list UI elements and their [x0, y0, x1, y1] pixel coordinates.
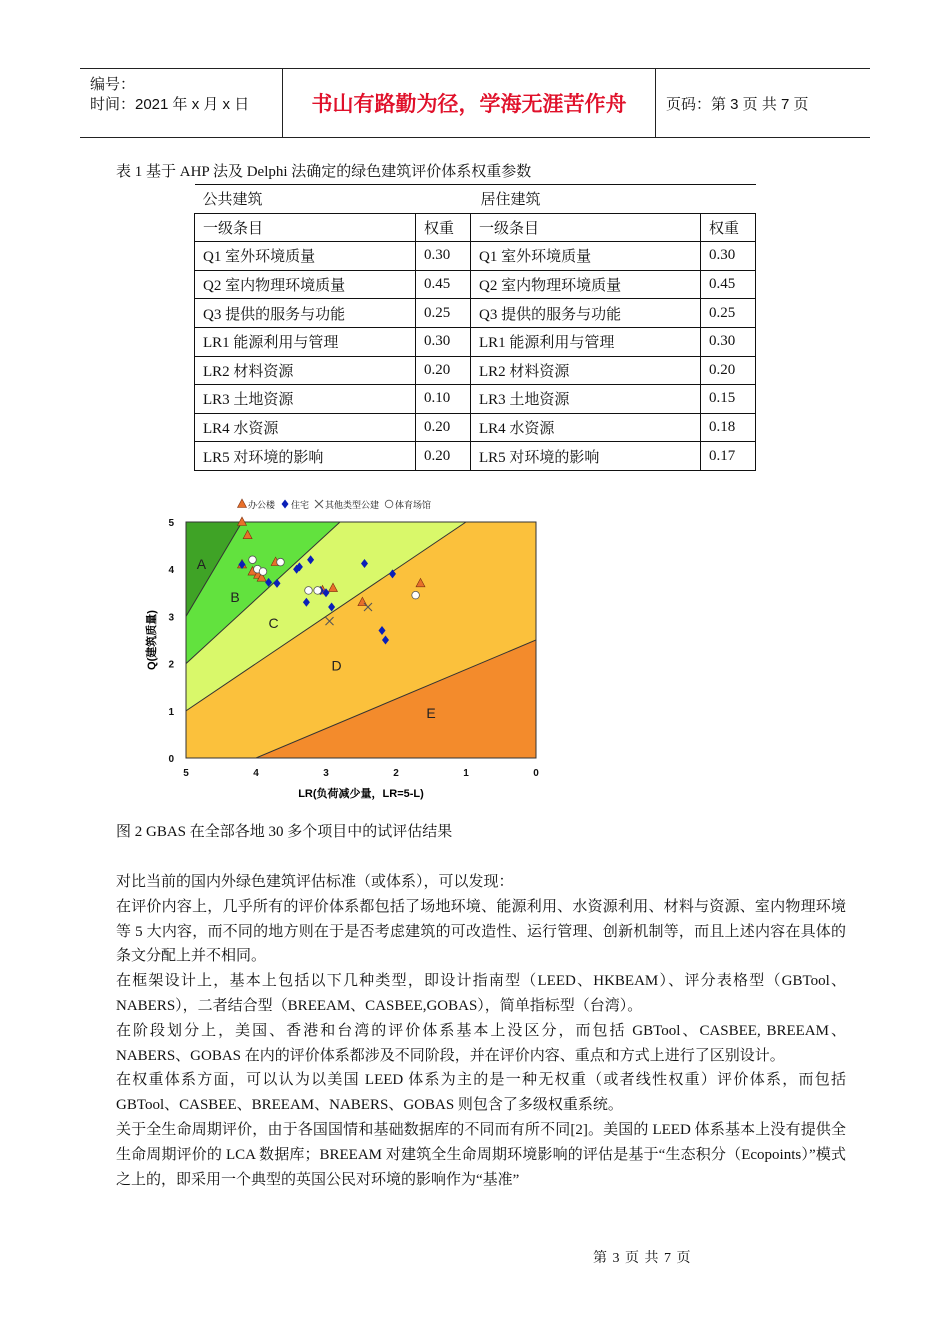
- cell-weight-residential: 0.30: [701, 242, 756, 271]
- weight-table: [194, 184, 756, 471]
- legend-label: 住宅: [291, 501, 310, 511]
- col-item-residential: 一级条目: [471, 213, 701, 242]
- y-tick-label: 4: [168, 565, 174, 577]
- zone-label: A: [196, 556, 207, 573]
- cell-item-residential: Q1 室外环境质量: [471, 242, 701, 271]
- x-tick-label: 0: [533, 768, 539, 779]
- cell-item-residential: LR2 材料资源: [471, 356, 701, 385]
- legend-marker-cross: [315, 500, 323, 508]
- cell-weight-public: 0.20: [416, 442, 471, 471]
- cell-item-residential: LR5 对环境的影响: [471, 442, 701, 471]
- header-info: [80, 69, 282, 137]
- data-point-circle: [249, 556, 257, 564]
- x-tick-label: 1: [463, 768, 469, 779]
- col-item-public: 一级条目: [195, 213, 416, 242]
- cell-item-public: Q3 提供的服务与功能: [195, 299, 416, 328]
- cell-weight-public: 0.25: [416, 299, 471, 328]
- legend-marker-circle: [385, 500, 393, 508]
- x-tick-label: 4: [253, 768, 259, 779]
- x-axis-label: LR(负荷减少量，LR=5-L): [298, 788, 424, 800]
- y-tick-label: 5: [168, 518, 174, 529]
- figure-caption: 图 2 GBAS 在全部各地 30 多个项目中的试评估结果: [116, 824, 453, 840]
- y-axis-label: Q(建筑质量): [146, 610, 158, 670]
- cell-weight-residential: 0.30: [701, 327, 756, 356]
- data-point-circle: [305, 587, 313, 595]
- x-tick-label: 3: [323, 768, 329, 779]
- table-body: [195, 242, 756, 471]
- zone-label: B: [230, 589, 240, 606]
- cell-weight-residential: 0.45: [701, 270, 756, 299]
- cell-weight-public: 0.10: [416, 385, 471, 414]
- paragraph: 在权重体系方面，可以认为以美国 LEED 体系为主的是一种无权重（或者线性权重）评价体系，而包括 GBTool、CASBEE、BREEAM、NABERS、GOBAS 则包含了多级权重系统。: [116, 1072, 846, 1114]
- cell-item-public: LR1 能源利用与管理: [195, 327, 416, 356]
- legend-marker-triangle: [238, 499, 247, 508]
- data-point-circle: [259, 568, 267, 576]
- cell-weight-residential: 0.15: [701, 385, 756, 414]
- cell-item-residential: LR4 水资源: [471, 413, 701, 442]
- legend-label: 其他类型公建: [325, 501, 380, 511]
- table-group-row: [195, 185, 756, 214]
- table-row: [195, 242, 756, 271]
- zone-label: E: [426, 704, 436, 721]
- group-residential: 居住建筑: [471, 185, 756, 214]
- data-point-triangle: [238, 517, 247, 526]
- table-row: [195, 327, 756, 356]
- y-tick-label: 3: [168, 612, 174, 624]
- cell-item-public: Q1 室外环境质量: [195, 242, 416, 271]
- y-tick-label: 0: [168, 754, 174, 765]
- legend-label: 办公楼: [248, 501, 276, 511]
- data-point-circle: [277, 558, 285, 566]
- header-motto: 书山有路勤为径，学海无涯苦作舟: [282, 69, 656, 137]
- cell-weight-residential: 0.17: [701, 442, 756, 471]
- y-tick-label: 2: [168, 659, 174, 671]
- cell-weight-public: 0.30: [416, 327, 471, 356]
- group-public: 公共建筑: [195, 185, 471, 214]
- table-caption: 表 1 基于 AHP 法及 Delphi 法确定的绿色建筑评价体系权重参数: [116, 164, 532, 180]
- data-point-circle: [314, 587, 322, 595]
- zone-label: D: [331, 657, 342, 674]
- table-row: [195, 442, 756, 471]
- cell-item-residential: LR1 能源利用与管理: [471, 327, 701, 356]
- col-weight-public: 权重: [416, 213, 471, 242]
- table-header-row: [195, 213, 756, 242]
- table-row: [195, 413, 756, 442]
- paragraph: 关于全生命周期评价，由于各国国情和基础数据库的不同而有所不同[2]。美国的 LEED 体系基本上没有提供全生命周期评价的 LCA 数据库；BREEAM 对建筑全生命周期环境影响的评估是基于“生态积分（Ecopoints）”模式之上的，即采用一个典型的英国公民对环境的影响作为“基准”: [116, 1121, 846, 1188]
- col-weight-residential: 权重: [701, 213, 756, 242]
- legend-marker-diamond: [282, 500, 289, 509]
- cell-item-public: LR2 材料资源: [195, 356, 416, 385]
- cell-weight-public: 0.30: [416, 242, 471, 271]
- zone-label: C: [268, 615, 279, 632]
- paragraph: 在阶段划分上，美国、香港和台湾的评价体系基本上没区分，而包括 GBTool、CASBEE, BREEAM、 NABERS、GOBAS 在内的评价体系都涉及不同阶段，并在评价内容、重点和方式上进行了区别设计。: [116, 1022, 846, 1064]
- table-row: [195, 356, 756, 385]
- cell-weight-public: 0.20: [416, 413, 471, 442]
- legend-label: 体育场馆: [395, 501, 432, 511]
- page-header: [80, 68, 870, 138]
- header-page-number: 页码：第 3 页 共 7 页: [666, 95, 809, 113]
- cell-weight-residential: 0.25: [701, 299, 756, 328]
- cell-item-public: Q2 室内物理环境质量: [195, 270, 416, 299]
- paragraph: 在框架设计上，基本上包括以下几种类型，即设计指南型（LEED、HKBEAM）、评分表格型（GBTool、NABERS），二者结合型（BREEAM、CASBEE,GOBAS），简单指标型（台湾）。: [116, 973, 846, 1014]
- header-time: 时间：2021 年 x 月 x 日: [90, 96, 250, 113]
- table-row: [195, 385, 756, 414]
- cell-item-residential: Q3 提供的服务与功能: [471, 299, 701, 328]
- cell-weight-public: 0.20: [416, 356, 471, 385]
- cell-item-residential: LR3 土地资源: [471, 385, 701, 414]
- x-tick-label: 2: [393, 768, 399, 779]
- cell-item-public: LR3 土地资源: [195, 385, 416, 414]
- table-row: [195, 270, 756, 299]
- cell-item-public: LR5 对环境的影响: [195, 442, 416, 471]
- body-text: [116, 870, 846, 1192]
- header-number: 编号：: [90, 76, 136, 93]
- paragraph: 在评价内容上，几乎所有的评价体系都包括了场地环境、能源利用、水资源利用、材料与资源、室内物理环境等 5 大内容，而不同的地方则在于是否考虑建筑的可改造性、运行管理、创新机制等，而且上述内容在具体的条文分配上并不相同。: [116, 898, 846, 965]
- cell-weight-public: 0.45: [416, 270, 471, 299]
- x-tick-label: 5: [183, 768, 189, 779]
- data-point-circle: [412, 591, 420, 599]
- cell-item-public: LR4 水资源: [195, 413, 416, 442]
- table-row: [195, 299, 756, 328]
- cell-weight-residential: 0.18: [701, 413, 756, 442]
- scatter-chart: [140, 490, 570, 810]
- y-tick-label: 1: [168, 706, 174, 718]
- cell-item-residential: Q2 室内物理环境质量: [471, 270, 701, 299]
- cell-weight-residential: 0.20: [701, 356, 756, 385]
- page-footer: 第 3 页 共 7 页: [593, 1251, 692, 1266]
- paragraph: 对比当前的国内外绿色建筑评估标准（或体系），可以发现：: [116, 874, 514, 890]
